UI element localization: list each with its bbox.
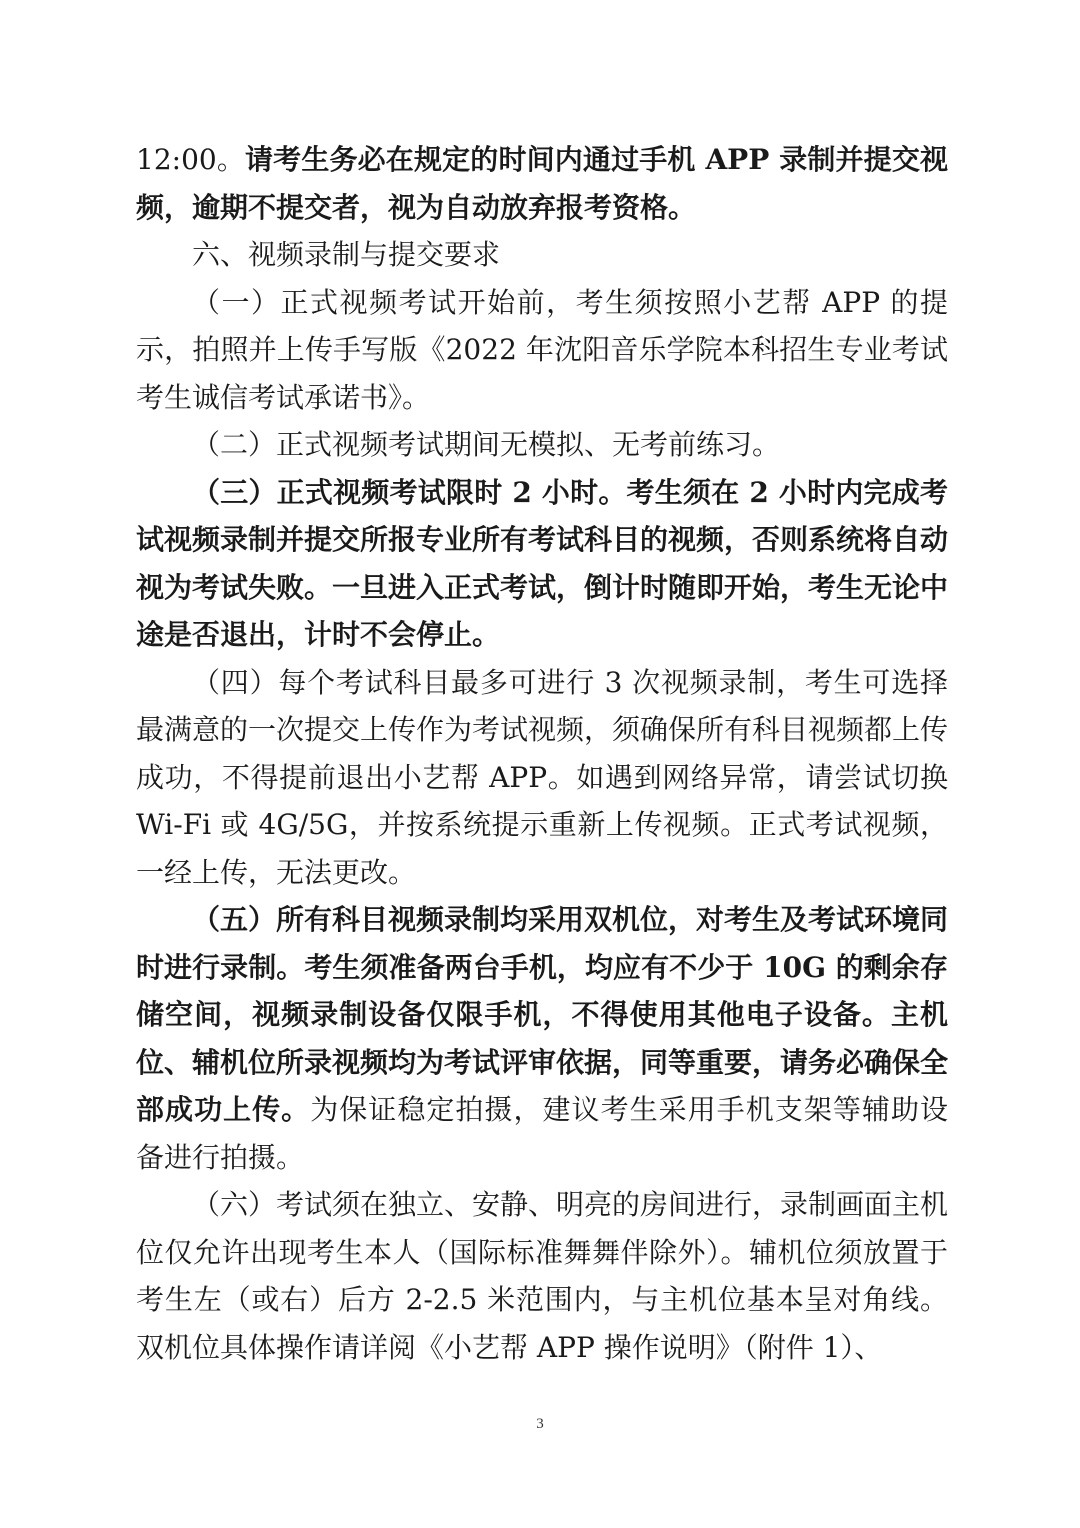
paragraph-item-1: [136, 279, 948, 422]
item-3-text: （三）正式视频考试限时 2 小时。考生须在 2 小时内完成考试视频录制并提交所报专业所有考试科目的视频，否则系统将自动视为考试失败。一旦进入正式考试，倒计时随即开始，考生无论中途是否退出，计时不会停止。: [136, 475, 949, 651]
page-number: 3: [536, 1416, 544, 1432]
section-heading-text: 六、视频录制与提交要求: [192, 238, 501, 271]
deadline-warning: 请考生务必在规定的时间内通过手机 APP 录制并提交视频，逾期不提交者，视为自动放弃报考资格。: [136, 143, 948, 224]
item-5-text: 为保证稳定拍摄，建议考生采用手机支架等辅助设备进行拍摄。: [136, 1093, 948, 1174]
deadline-time: 12:00。: [136, 143, 246, 176]
paragraph-item-4: [136, 659, 948, 897]
item-2-text: （二）正式视频考试期间无模拟、无考前练习。: [192, 428, 781, 461]
item-4-text: （四）每个考试科目最多可进行 3 次视频录制，考生可选择最满意的一次提交上传作为考试视频，须确保所有科目视频都上传成功，不得提前退出小艺帮 APP。如遇到网络异常，请尝试切换 Wi-Fi 或 4G/5G，并按系统提示重新上传视频。正式考试视频，一经上传，无法更改。: [136, 665, 949, 889]
paragraph-item-6: [136, 1181, 948, 1371]
paragraph-item-2: [136, 421, 948, 469]
section-heading: [136, 231, 948, 279]
body-text: [136, 136, 948, 1371]
item-5-bold-text: （五）所有科目视频录制均采用双机位，对考生及考试环境同时进行录制。考生须准备两台手机，均应有不少于 10G 的剩余存储空间，视频录制设备仅限手机，不得使用其他电子设备。主机位、辅机位所录视频均为考试评审依据，同等重要，请务必确保全部成功上传。: [136, 903, 949, 1126]
paragraph-item-3: [136, 469, 948, 659]
paragraph-deadline: [136, 136, 948, 231]
item-6-text: （六）考试须在独立、安静、明亮的房间进行，录制画面主机位仅允许出现考生本人（国际标准舞舞伴除外）。辅机位须放置于考生左（或右）后方 2-2.5 米范围内，与主机位基本呈对角线。双机位具体操作请详阅《小艺帮 APP 操作说明》（附件 1）、: [136, 1188, 949, 1364]
paragraph-item-5: [136, 896, 948, 1181]
item-1-text: （一）正式视频考试开始前，考生须按照小艺帮 APP 的提示，拍照并上传手写版《2022 年沈阳音乐学院本科招生专业考试考生诚信考试承诺书》。: [136, 285, 948, 414]
